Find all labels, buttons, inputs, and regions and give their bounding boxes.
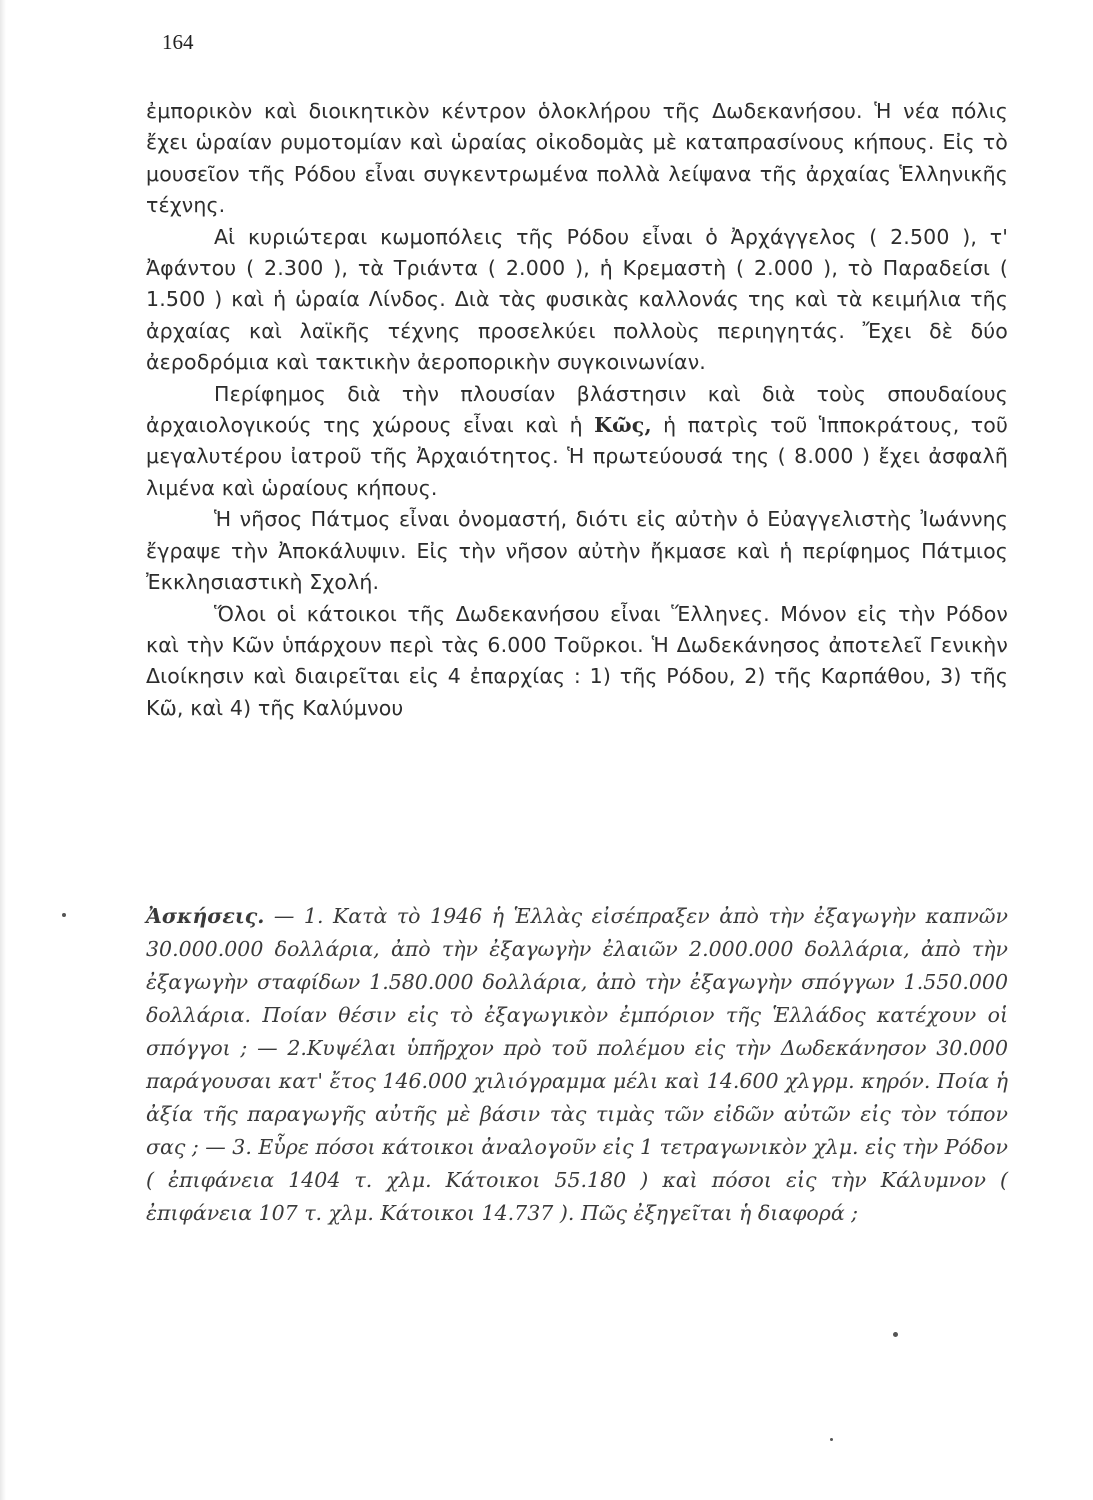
exercises-title: Ἀσκήσεις.: [146, 904, 265, 928]
page-number: 164: [162, 30, 194, 54]
kos-text-after: ἡ πατρὶς τοῦ Ἱπποκράτους, τοῦ μεγαλυτέρου ἰατροῦ τῆς Ἀρχαιότητος. Ἡ πρωτεύουσά της ( 8.000 ) ἔχει ἀσφαλῆ λιμένα καὶ ὡραίους κήπους.: [146, 413, 1009, 500]
paragraph-patmos: Ἡ νῆσος Πάτμος εἶναι ὀνομαστή, διότι εἰς αὐτὴν ὁ Εὐαγγελιστὴς Ἰωάννης ἔγραψε τὴν Ἀποκάλυψιν. Εἰς τὴν νῆσον αὐτὴν ἤκμασε καὶ ἡ περίφημος Πάτμιος Ἐκκλησιαστικὴ Σχολή.: [146, 507, 1008, 595]
main-text: [146, 96, 1008, 724]
exercises-paragraph: [146, 900, 1008, 1230]
exercises-text: — 1. Κατὰ τὸ 1946 ἡ Ἑλλὰς εἰσέπραξεν ἀπὸ τὴν ἐξαγωγὴν καπνῶν 30.000.000 δολλάρια, ἀπὸ τὴν ἐξαγωγὴν ἐλαιῶν 2.000.000 δολλάρια, ἀπὸ τὴν ἐξαγωγὴν σταφίδων 1.580.000 δολλάρια, ἀπὸ τὴν ἐξαγωγὴν σπόγγων 1.550.000 δολλάρια. Ποίαν θέσιν εἰς τὸ ἐξαγωγικὸν ἐμπόριον τῆς Ἑλλάδος κατέχουν οἱ σπόγγοι ; — 2.Κυψέλαι ὑπῆρχον πρὸ τοῦ πολέμου εἰς τὴν Δωδεκάνησον 30.000 παράγουσαι κατ' ἔτος 146.000 χιλιόγραμμα μέλι καὶ 14.600 χλγρμ. κηρόν. Ποία ἡ ἀξία τῆς παραγωγῆς αὐτῆς μὲ βάσιν τὰς τιμὰς τῶν εἰδῶν αὐτῶν εἰς τὸν τόπον σας ; — 3. Εὗρε πόσοι κάτοικοι ἀναλογοῦν εἰς 1 τετραγωνικὸν χλμ. εἰς τὴν Ρόδον ( ἐπιφάνεια 1404 τ. χλμ. Κάτοικοι 55.180 ) καὶ πόσοι εἰς τὴν Κάλυμνον ( ἐπιφάνεια 107 τ. χλμ. Κάτοικοι 14.737 ). Πῶς ἐξηγεῖται ἡ διαφορά ;: [146, 904, 1009, 1225]
paragraph-kos: [146, 379, 1008, 505]
scan-speck: [830, 1438, 833, 1441]
kos-emphasis: Κῶς,: [594, 413, 652, 438]
paragraph-rhodes-city: ἐμπορικὸν καὶ διοικητικὸν κέντρον ὁλοκλήρου τῆς Δωδεκανήσου. Ἡ νέα πόλις ἔχει ὡραίαν ρυμοτομίαν καὶ ὡραίας οἰκοδομὰς μὲ καταπρασίνους κήπους. Εἰς τὸ μουσεῖον τῆς Ρόδου εἶναι συγκεντρωμένα πολλὰ λείψανα τῆς ἀρχαίας Ἑλληνικῆς τέχνης.: [146, 99, 1008, 218]
exercises-section: [146, 900, 1008, 1230]
paragraph-population: Ὅλοι οἱ κάτοικοι τῆς Δωδεκανήσου εἶναι Ἕλληνες. Μόνον εἰς τὴν Ρόδον καὶ τὴν Κῶν ὑπάρχουν περὶ τὰς 6.000 Τοῦρκοι. Ἡ Δωδεκάνησος ἀποτελεῖ Γενικὴν Διοίκησιν καὶ διαιρεῖται εἰς 4 ἐπαρχίας : 1) τῆς Ρόδου, 2) τῆς Καρπάθου, 3) τῆς Κῶ, καὶ 4) τῆς Καλύμνου: [146, 601, 1008, 720]
kos-text-before: Περίφημος διὰ τὴν πλουσίαν βλάστησιν καὶ διὰ τοὺς σπουδαίους ἀρχαιολογικούς της χώρους εἶναι καὶ ἡ: [146, 381, 1008, 438]
scan-speck: [893, 1332, 898, 1337]
paragraph-rhodes-towns: Αἱ κυριώτεραι κωμοπόλεις τῆς Ρόδου εἶναι ὁ Ἀρχάγγελος ( 2.500 ), τ' Ἀφάντου ( 2.300 ), τὰ Τριάντα ( 2.000 ), ἡ Κρεμαστὴ ( 2.000 ), τὸ Παραδείσι ( 1.500 ) καὶ ἡ ὡραία Λίνδος. Διὰ τὰς φυσικὰς καλλονάς της καὶ τὰ κειμήλια τῆς ἀρχαίας καὶ λαϊκῆς τέχνης προσελκύει πολλοὺς περιηγητάς. Ἔχει δὲ δύο ἀεροδρόμια καὶ τακτικὴν ἀεροπορικὴν συγκοινωνίαν.: [146, 224, 1008, 375]
scan-edge-shadow: [0, 0, 6, 1500]
scan-speck: [62, 913, 66, 917]
